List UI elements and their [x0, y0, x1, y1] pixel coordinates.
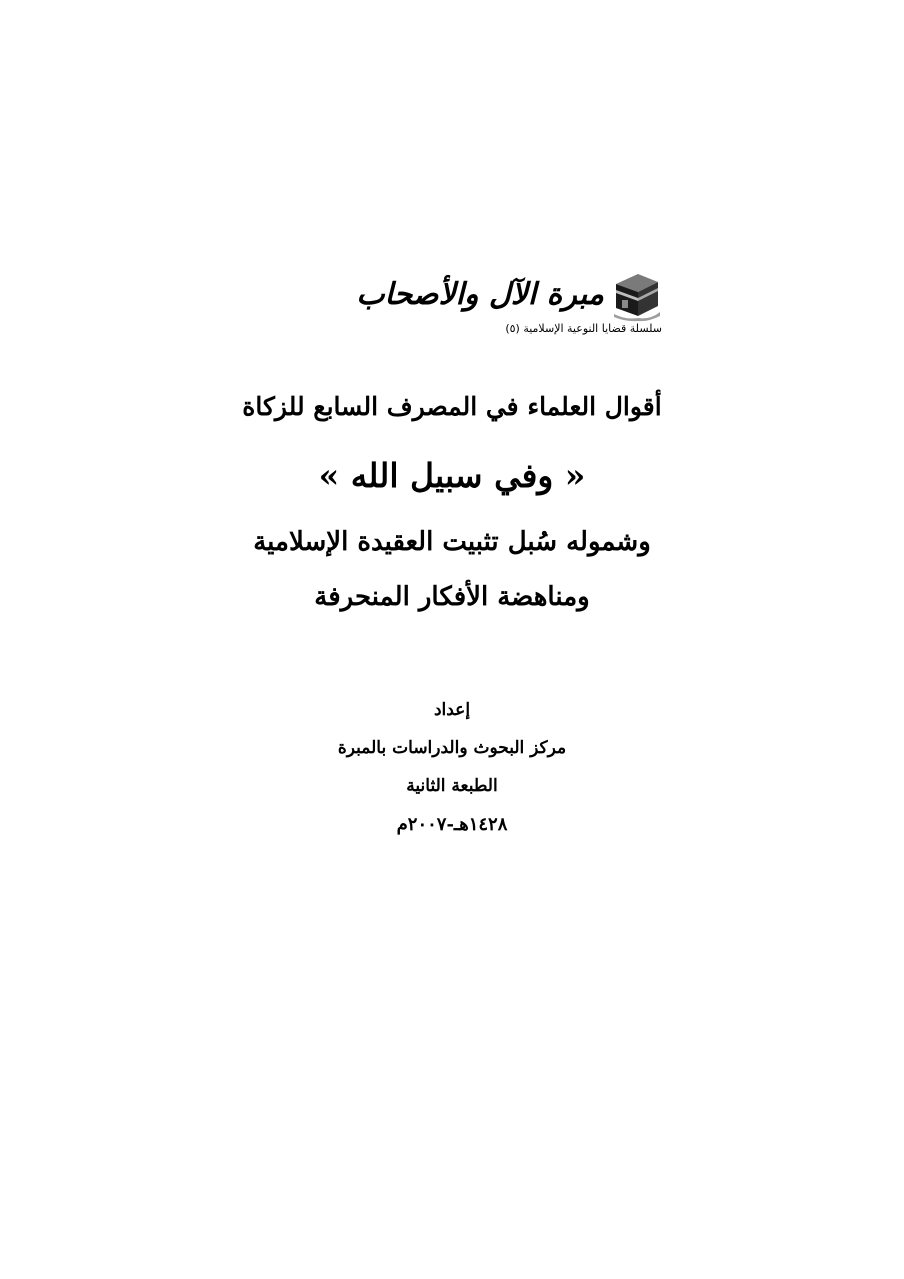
title-line-3: وشموله سُبل تثبيت العقيدة الإسلامية	[253, 527, 651, 557]
prepared-by-label: إعداد	[433, 700, 471, 720]
title-line-1: أقوال العلماء في المصرف السابع للزكاة	[242, 392, 662, 421]
kaaba-icon	[612, 270, 662, 322]
edition-label: الطبعة الثانية	[406, 776, 498, 796]
publication-date: ١٤٢٨هـ-٢٠٠٧م	[396, 814, 508, 835]
author-name: مركز البحوث والدراسات بالمبرة	[337, 738, 567, 758]
publisher-name: مبرة الآل والأصحاب	[356, 277, 604, 312]
series-name: سلسلة قضايا النوعية الإسلامية (٥)	[505, 322, 662, 335]
publisher-logo	[356, 270, 662, 340]
title-line-2: « وفي سبيل الله »	[318, 456, 586, 495]
title-line-4: ومناهضة الأفكار المنحرفة	[314, 582, 590, 612]
